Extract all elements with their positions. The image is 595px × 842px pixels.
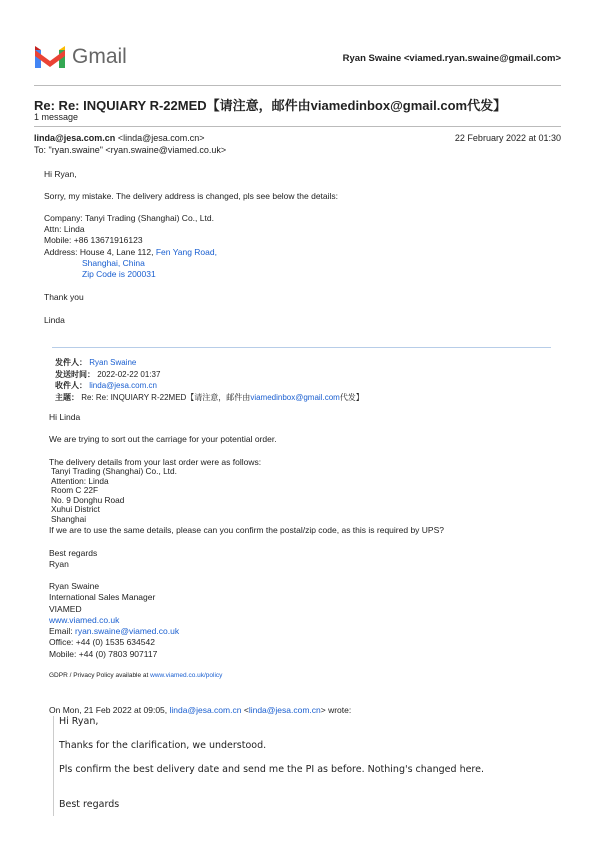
message-date: 22 February 2022 at 01:30	[454, 133, 561, 143]
wrote-suffix: > wrote:	[320, 705, 352, 715]
body-company: Company: Tanyi Trading (Shanghai) Co., Ltd.	[44, 213, 214, 223]
wrote-link-name[interactable]: linda@jesa.com.cn	[169, 705, 242, 715]
sig-email-label: Email:	[49, 626, 73, 637]
sig-mobile: Mobile: +44 (0) 7803 907117	[49, 648, 158, 659]
nested-quote-bar	[53, 716, 54, 816]
wrote-mid: <	[243, 705, 249, 715]
wrote-line	[49, 705, 351, 716]
quoted-address-block	[51, 467, 177, 525]
body-intro: Sorry, my mistake. The delivery address is changed, pls see below the details:	[44, 191, 339, 201]
subject-divider	[34, 126, 561, 127]
body-address	[44, 247, 217, 258]
message-count: 1 message	[34, 112, 79, 122]
quoted-from-label: 发件人：	[55, 358, 87, 367]
quoted-line1: We are trying to sort out the carriage for your potential order.	[49, 434, 277, 444]
header-divider	[34, 85, 561, 86]
body-signoff: Linda	[44, 315, 65, 325]
nested-line2: Pls confirm the best delivery date and send me the PI as before. Nothing's changed here.	[59, 764, 484, 775]
message-from	[34, 133, 205, 144]
message-to: To: "ryan.swaine" <ryan.swaine@viamed.co.uk>	[34, 145, 227, 155]
quoted-line2: The delivery details from your last order were as follows:	[49, 457, 262, 467]
quoted-greeting: Hi Linda	[49, 412, 81, 422]
quoted-sent-value: 2022-02-22 01:37	[97, 369, 161, 379]
quoted-subject-label: 主题：	[55, 392, 79, 402]
sig-office: Office: +44 (0) 1535 634542	[49, 637, 155, 648]
quoted-addr-line: Attention: Linda	[51, 475, 109, 486]
gmail-logo	[35, 44, 135, 70]
wrote-link-email[interactable]: linda@jesa.com.cn	[248, 705, 321, 715]
body-attn: Attn: Linda	[44, 224, 85, 234]
signature	[49, 581, 179, 660]
address-prefix: Address: House 4, Lane 112,	[44, 247, 154, 257]
nested-regards: Best regards	[59, 799, 120, 810]
sig-website-link[interactable]: www.viamed.co.uk	[49, 614, 120, 625]
body-thanks: Thank you	[44, 292, 84, 302]
wrote-prefix: On Mon, 21 Feb 2022 at 09:05,	[49, 705, 168, 715]
address-link-zip[interactable]: Zip Code is 200031	[82, 269, 156, 279]
thread-subject: Re: Re: INQUIARY R-22MED【请注意，邮件由viamedinbox@gmail.com代发】	[34, 98, 507, 113]
quoted-from-value[interactable]: Ryan Swaine	[89, 358, 137, 367]
quote-divider	[52, 347, 551, 348]
sig-company: VIAMED	[49, 603, 82, 614]
quoted-addr-line: Shanghai	[51, 513, 87, 524]
nested-greeting: Hi Ryan,	[59, 716, 99, 727]
quoted-addr-line: Xuhui District	[51, 504, 100, 515]
quoted-to-label: 收件人：	[55, 381, 87, 390]
gmail-wordmark: Gmail	[72, 45, 127, 68]
quoted-subject-link[interactable]: viamedinbox@gmail.com	[250, 392, 340, 402]
quoted-addr-line: No. 9 Donghu Road	[51, 494, 125, 505]
quoted-sent-label: 发送时间：	[55, 369, 95, 379]
body-mobile: Mobile: +86 13671916123	[44, 235, 143, 245]
sig-name: Ryan Swaine	[49, 581, 100, 591]
sig-email-link[interactable]: ryan.swaine@viamed.co.uk	[75, 626, 180, 637]
address-link-road[interactable]: Fen Yang Road,	[155, 247, 217, 257]
quoted-subject-prefix: Re: Re: INQUIARY R-22MED【请注意，邮件由	[81, 392, 251, 402]
sig-title: International Sales Manager	[49, 592, 156, 603]
quoted-question: If we are to use the same details, please can you confirm the postal/zip code, as this is required by UPS?	[49, 525, 444, 535]
account-label: Ryan Swaine <viamed.ryan.swaine@gmail.com>	[342, 53, 561, 64]
quoted-addr-line: Tanyi Trading (Shanghai) Co., Ltd.	[51, 466, 177, 476]
sender-name[interactable]: linda@jesa.com.cn	[34, 133, 116, 143]
nested-line1: Thanks for the clarification, we understood.	[59, 740, 267, 751]
quoted-header	[55, 357, 364, 403]
quoted-name-short: Ryan	[49, 559, 69, 569]
gmail-m-icon	[35, 46, 65, 68]
quoted-subject-suffix: 代发】	[339, 392, 364, 402]
address-link-city[interactable]: Shanghai, China	[82, 258, 145, 268]
quoted-to-value[interactable]: linda@jesa.com.cn	[89, 381, 157, 390]
quoted-regards: Best regards	[49, 548, 98, 558]
gdpr-text: GDPR / Privacy Policy available at	[49, 672, 149, 679]
body-greeting: Hi Ryan,	[44, 169, 77, 179]
gdpr-notice	[49, 672, 222, 680]
sender-address: <linda@jesa.com.cn>	[117, 133, 205, 143]
quoted-addr-line: Room C 22F	[51, 485, 99, 496]
gdpr-link[interactable]: www.viamed.co.uk/policy	[150, 672, 223, 679]
